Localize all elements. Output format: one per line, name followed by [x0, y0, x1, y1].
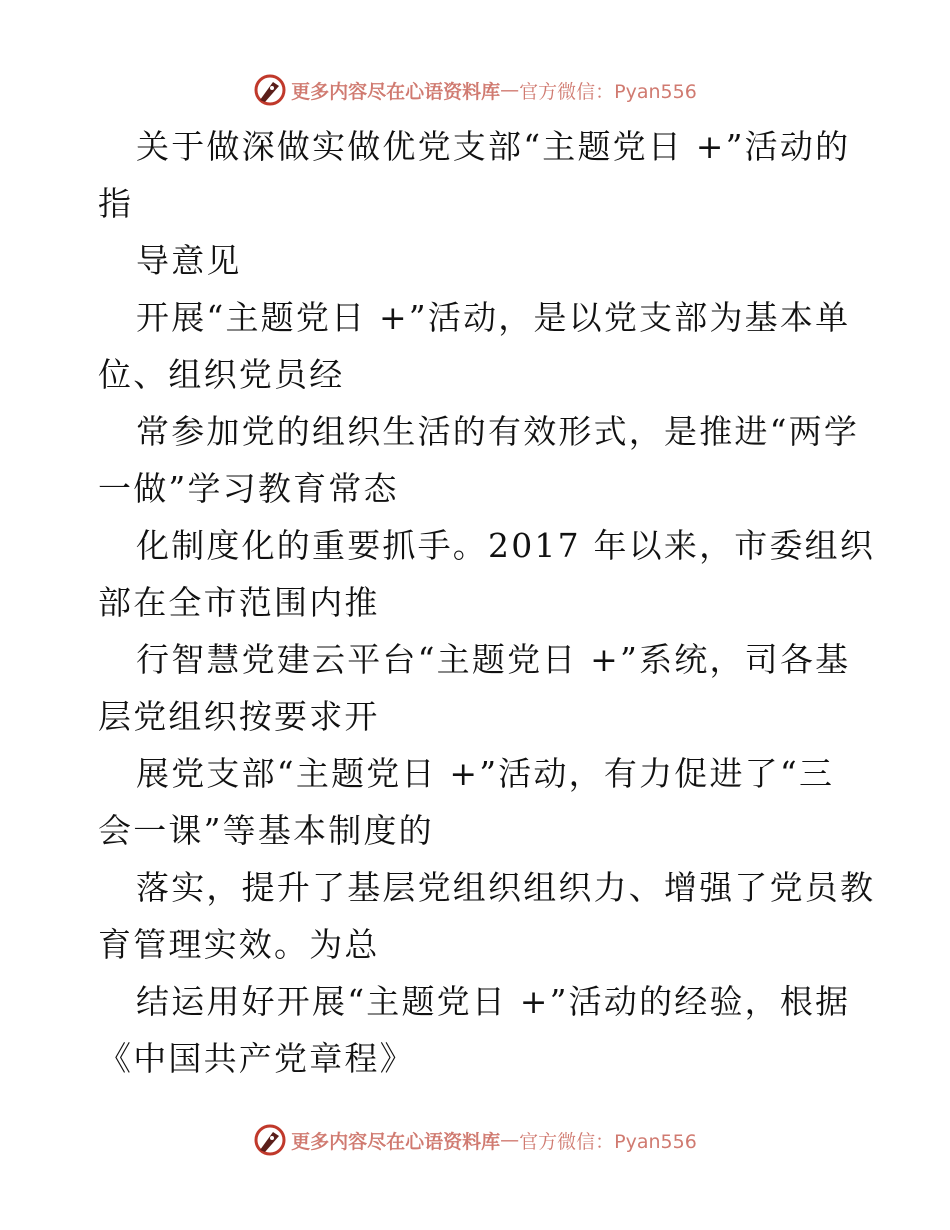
- paragraph-line: 开展“主题党日 +”活动，是以党支部为基本单: [136, 298, 851, 337]
- banner-dash: —: [500, 1129, 520, 1151]
- footer-banner: [0, 1120, 950, 1160]
- title-line-1: 关于做深做实做优党支部“主题党日 +”活动的: [136, 127, 851, 166]
- banner-wechat-text: 官方微信：Pyan556: [519, 1130, 697, 1153]
- pen-nib-logo-icon: [253, 73, 287, 107]
- paragraph-line: 展党支部“主题党日 +”活动，有力促进了“三: [136, 754, 835, 793]
- banner-wechat-text: 官方微信：Pyan556: [519, 80, 697, 103]
- paragraph-line: 一做”学习教育常态: [98, 469, 399, 508]
- banner-dash: —: [500, 79, 520, 101]
- title-line-3: 导意见: [136, 241, 242, 280]
- paragraph-line: 部在全市范围内推: [98, 583, 380, 622]
- paragraph-line: 会一课”等基本制度的: [98, 811, 434, 850]
- banner-main-text: 更多内容尽在心语资料库: [291, 1130, 501, 1153]
- paragraph-line: 《中国共产党章程》: [98, 1039, 415, 1078]
- header-banner: [0, 70, 950, 110]
- title-line-2: 指: [98, 184, 134, 223]
- paragraph-line: 位、组织党员经: [98, 355, 345, 394]
- paragraph-line: 行智慧党建云平台“主题党日 +”系统，司各基: [136, 640, 851, 679]
- pen-nib-logo-icon: [253, 1123, 287, 1157]
- paragraph-line: 结运用好开展“主题党日 +”活动的经验，根据: [136, 982, 851, 1021]
- paragraph-line: 化制度化的重要抓手。2017 年以来，市委组织: [136, 526, 876, 565]
- paragraph-line: 落实，提升了基层党组织组织力、增强了党员教: [136, 868, 876, 907]
- paragraph-line: 层党组织按要求开: [98, 697, 380, 736]
- paragraph-line: 常参加党的组织生活的有效形式，是推进“两学: [136, 412, 860, 451]
- document-body: [98, 118, 876, 1087]
- paragraph-line: 育管理实效。为总: [98, 925, 380, 964]
- banner-main-text: 更多内容尽在心语资料库: [291, 80, 501, 103]
